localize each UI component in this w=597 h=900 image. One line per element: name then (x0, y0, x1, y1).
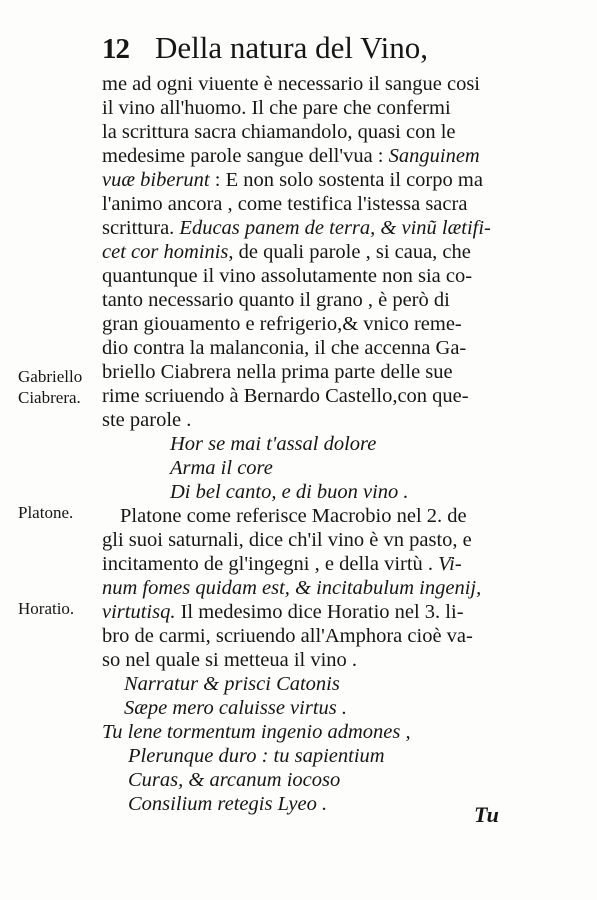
verse-line (170, 432, 376, 456)
text-line (102, 264, 472, 288)
roman-run: , de quali parole , si caua, che (228, 241, 471, 263)
italic-run: Tu lene tormentum ingenio admones , (102, 721, 411, 743)
roman-run: medesime parole sangue dell'vua : (102, 145, 389, 167)
roman-run: : E non solo sostenta il corpo ma (209, 169, 483, 191)
catchword: Tu (474, 802, 499, 827)
text-line (102, 408, 191, 432)
text-line (102, 552, 462, 576)
text-line (120, 504, 467, 528)
text-line (102, 240, 471, 264)
italic-run: cet cor hominis (102, 241, 229, 263)
text-line (102, 120, 456, 144)
italic-run: Vi- (438, 553, 462, 575)
italic-run: Di bel canto, e di buon vino . (170, 481, 409, 503)
margin-note-ciabrera (18, 366, 82, 408)
margin-note-line: Ciabrera. (18, 388, 81, 407)
italic-run: Curas, & arcanum iocoso (128, 769, 341, 791)
running-head (102, 30, 428, 70)
italic-run: Hor se mai t'assal dolore (170, 433, 377, 455)
roman-run: Il medesimo dice Horatio nel 3. li- (175, 601, 464, 623)
roman-run: incitamento de gl'ingegni , e della virtù . (102, 553, 439, 575)
roman-run: tanto necessario quanto il grano , è però di (102, 289, 450, 311)
margin-note-platone: Platone. (18, 503, 74, 522)
roman-run: briello Ciabrera nella prima parte delle sue (102, 361, 453, 383)
roman-run: il vino all'huomo. Il che pare che confermi (102, 97, 451, 119)
verse-line (170, 480, 409, 504)
text-line (102, 168, 483, 192)
roman-run: so nel quale si metteua il vino . (102, 649, 358, 671)
roman-run: l'animo ancora , come testifica l'istessa sacra (102, 193, 468, 215)
roman-run: rime scriuendo à Bernardo Castello,con que- (102, 385, 469, 407)
italic-run: Sæpe mero caluisse virtus . (124, 697, 348, 719)
verse-line (124, 672, 340, 696)
text-line (102, 600, 464, 624)
running-title: Della natura del Vino, (155, 30, 429, 65)
page-number: 12 (102, 33, 129, 65)
verse-line (128, 744, 385, 768)
roman-run: scrittura. (102, 217, 180, 239)
italic-run: Sanguinem (388, 145, 480, 167)
margin-note-line: Gabriello (18, 367, 83, 386)
margin-note-horatio: Horatio. (18, 599, 75, 618)
text-line (102, 192, 467, 216)
roman-run: bro de carmi, scriuendo all'Amphora cioè va- (102, 625, 473, 647)
text-line (102, 528, 472, 552)
text-line (102, 216, 491, 240)
italic-run: Arma il core (170, 457, 273, 479)
text-line (102, 336, 466, 360)
italic-run: Plerunque duro : tu sapientium (128, 745, 385, 767)
text-line (102, 144, 480, 168)
verse-line (124, 696, 347, 720)
italic-run: Narratur & prisci Catonis (124, 673, 340, 695)
text-line (102, 312, 462, 336)
verse-line (170, 456, 273, 480)
roman-run: gran giouamento e refrigerio,& vnico reme- (102, 313, 462, 335)
italic-run: virtutisq. (102, 601, 176, 623)
text-line (102, 648, 357, 672)
text-line (102, 96, 451, 120)
verse-line (128, 792, 327, 816)
verse-line (102, 720, 411, 744)
italic-run: Educas panem de terra, & vinũ lætifi- (179, 217, 491, 239)
roman-run: ste parole . (102, 409, 192, 431)
roman-run: quantunque il vino assolutamente non sia co- (102, 265, 473, 287)
roman-run: Platone come referisce Macrobio nel 2. de (120, 505, 467, 527)
italic-run: Consilium retegis Lyeo . (128, 793, 328, 815)
text-line (102, 360, 453, 384)
roman-run: dio contra la malanconia, il che accenna Ga- (102, 337, 467, 359)
italic-run: vuæ biberunt (102, 169, 210, 191)
italic-run: num fomes quidam est, & incitabulum ingenij, (102, 577, 482, 599)
text-line (102, 576, 481, 600)
roman-run: la scrittura sacra chiamandolo, quasi con le (102, 121, 456, 143)
roman-run: me ad ogni viuente è necessario il sangue cosi (102, 73, 480, 95)
roman-run: gli suoi saturnali, dice ch'il vino è vn pasto, e (102, 529, 472, 551)
text-line (102, 72, 480, 96)
text-line (102, 288, 450, 312)
text-line (102, 384, 469, 408)
text-line (102, 624, 473, 648)
verse-line (128, 768, 340, 792)
